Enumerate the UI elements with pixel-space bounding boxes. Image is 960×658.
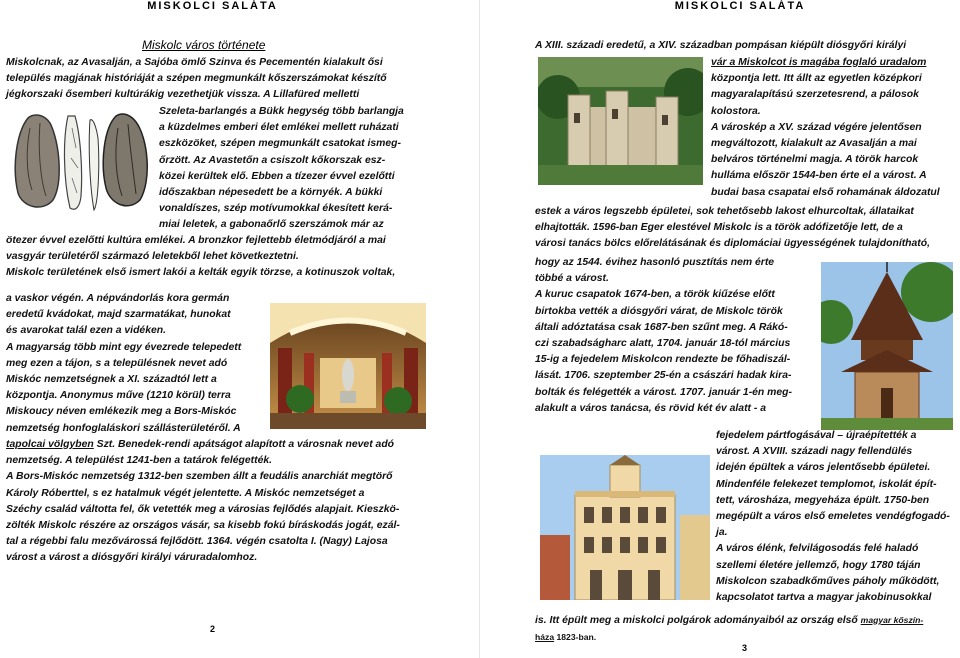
text-line: Miskolcnak, az Avasalján, a Sajóba ömlő Szinva és Pecementén kialakult ősi [6, 57, 383, 68]
text-line: A városkép a XV. század végére jelentősen [711, 121, 922, 133]
text-line: a vaskor végén. A népvándorlás kora germán [6, 293, 230, 304]
text-line: estek a város legszebb épületei, sok tehetősebb lakost elhurcoltak, állataikat [535, 206, 914, 217]
text-line: Miskóc nemzetségnek a XI. századtól lett a [6, 374, 217, 386]
wooden-belltower-image [821, 262, 953, 430]
barlang-paragraph [159, 104, 429, 234]
text-line: megváltozott, kialakult az Avasalján a mai [711, 138, 917, 150]
text-line: a küzdelmes emberi élet emlékei mellett ruházati [159, 122, 399, 134]
text-line: zölték Miskolc részére az országos vásár, sa kisebb fokú bíráskodás jogát, ezál- [6, 520, 400, 532]
text-line [6, 437, 431, 453]
page-number-right: 3 [742, 643, 748, 653]
text-line: várost a várost a diósgyőri királyi váruradalomhoz. [6, 552, 258, 564]
ottoman-paragraph [535, 204, 960, 253]
text-line: kolostora. [711, 105, 761, 117]
text-line: nemzetség honfoglaláskori szállásterületéről. A [6, 422, 241, 434]
text-line: többé a várost. [535, 273, 609, 285]
text-line [535, 629, 960, 645]
theatre-link[interactable]: magyar kőszín- [860, 615, 924, 625]
kuruc-paragraph [535, 255, 817, 417]
text-span: is. Itt épült meg a miskolci polgárok adományaiból az ország első [535, 615, 858, 626]
text-line: A város élénk, felvilágosodás felé haladó [716, 543, 919, 555]
intro-paragraph [6, 55, 426, 104]
text-line: ötezer évvel ezelőtti kultúra emlékei. A bronzkor fejlettebb életmódjáról a mai [6, 235, 386, 246]
text-line: tett, városháza, megyeháza épült. 1750-ben [716, 494, 930, 506]
text-line: Mindenféle felekezet templomot, iskolát épít- [716, 478, 937, 490]
text-line [711, 55, 941, 71]
text-line: czi szabadságharc alatt, 1704. január 18-tól március [535, 338, 791, 350]
text-line: A Bors-Miskóc nemzetség 1312-ben szemben állt a feudális anarchiát megtörő [6, 471, 393, 483]
right-page [480, 0, 960, 658]
benedictine-paragraph [6, 437, 431, 567]
running-header: MISKOLCI SALÁTA [674, 0, 806, 12]
text-line: nemzetség. A települést 1241-ben a tatárok felégették. [6, 455, 273, 467]
text-line: közei kerültek elő. Ebben a tízezer évvel ezelőtti [159, 170, 395, 182]
text-line: idején épültek a város jelentősebb épületei. [716, 462, 931, 474]
text-line: Miskoucy néven emlékezik meg a Bors-Miskóc [6, 406, 237, 418]
text-line: hulláma először 1544-ben érte el a várost. A [711, 170, 927, 182]
text-line: Miskolc területének első ismert lakói a kelták egyik törzse, a kotinuszok voltak, [6, 267, 396, 279]
text-line: vonaldíszes, szép motívumokkal ékesített kerá- [159, 203, 393, 215]
text-line: Miskolcon szabadkőműves páholy működött, [716, 575, 940, 587]
text-line: hogy az 1544. évihez hasonló pusztítás nem érte [535, 257, 775, 268]
text-line: várost. A XVIII. századi nagy fellendülés [716, 446, 913, 458]
text-line: miai leletek, a gabonaőrlő szerszámok már az [159, 219, 384, 231]
theatre-paragraph [535, 612, 960, 645]
running-header: MISKOLCI SALÁTA [147, 0, 278, 12]
text-line: szellemi életére jellemző, hogy 1780 táján [716, 559, 921, 571]
page-number-left: 2 [210, 624, 216, 634]
text-line [535, 612, 960, 629]
text-line: 15-ig a fejedelem Miskolcon rendezte be főhadiszál- [535, 354, 791, 366]
text-line: A magyarság több mint egy évezrede telepedett [6, 341, 242, 353]
castle-paragraph [711, 55, 941, 201]
text-line: bolták és felégették a várost. 1707. január 1-én meg- [535, 386, 792, 398]
text-line: ja. [716, 527, 728, 539]
rebuilding-paragraph [716, 428, 960, 606]
museum-interior-image [270, 303, 426, 429]
text-line: központja. Anonymus műve (1210 körül) terra [6, 390, 231, 402]
text-line: elhajtották. 1596-ban Eger elestével Miskolc is a török adófizetője lett, de a [535, 222, 903, 234]
diosgyor-castle-link[interactable]: vár a Miskolcot is magába foglaló uradalom [711, 57, 927, 68]
text-line: eredetű kvádokat, majd szarmatákat, hunokat [6, 309, 231, 321]
text-line: A kuruc csapatok 1674-ben, a török kiűzése előtt [535, 289, 775, 301]
text-line: lását. 1706. szeptember 25-én a császári hadak kira- [535, 370, 792, 382]
text-line: jégkorszaki ősemberi kultúrákig vezethetjük vissza. A Lillafüred melletti [6, 89, 360, 101]
text-line: belváros történelmi magja. A török harcok [711, 154, 919, 166]
text-line: vasgyár területéről származó leletekből lehet következtetni. [6, 251, 299, 263]
text-line: megépült a város első emeletes vendégfogadó- [716, 511, 950, 523]
text-line: Károly Róberttel, s ez hatalmuk végét jelentette. A Miskóc nemzetséget a [6, 487, 365, 499]
diosgyor-castle-image [538, 57, 703, 185]
text-line: alakult a város tanácsa, és rövid két év alatt - a [535, 402, 767, 414]
bronze-age-paragraph [6, 233, 431, 282]
text-line: Szeleta-barlangés a Bükk hegység több barlangja [159, 106, 404, 117]
article-title: Miskolc város története [142, 38, 266, 52]
migration-paragraph [6, 291, 264, 437]
stone-tools-image [8, 108, 156, 218]
text-line: időszakban népesedett be a környék. A bükki [159, 187, 383, 199]
text-line: birtokba vették a diósgyőri várat, de Miskolc török [535, 305, 783, 317]
text-line: település magjának históriáját a szépen megmunkált kőszerszámokat készítő [6, 73, 387, 85]
text-line: őrzött. Az Avastetőn a csiszolt kőkorszak esz- [159, 154, 386, 166]
text-line: tal a régebbi falu mezővárossá fejlődött. 1364. végén csatolta I. (Nagy) Lajosa [6, 536, 388, 548]
text-line: Széchy család váltotta fel, ők vetették meg a városias fejlődés alapjait. Kieszkö- [6, 503, 400, 515]
text-line: és avarokat talál ezen a vidéken. [6, 325, 166, 337]
text-line: kapcsolatot tartva a magyar jakobinusokkal [716, 592, 932, 604]
theatre-link-continued[interactable]: háza [535, 632, 555, 643]
text-line: budai basa csapatai első rohamának áldozatul [711, 186, 940, 198]
text-span: Szt. Benedek-rendi apátságot alapított a városnak nevet adó [96, 439, 395, 450]
text-line: meg ezen a tájon, s a településnek nevet adó [6, 357, 228, 369]
text-line: eszközöket, szépen megmunkált csatokat ismeg- [159, 138, 401, 150]
text-line: városi tanács bölcs előrelátásának és diplomáciai ügyességének tulajdonítható, [535, 238, 930, 250]
text-line: központja lett. Itt állt az egyetlen középkori [711, 73, 922, 85]
national-theatre-image [540, 455, 710, 600]
text-span: 1823-ban. [556, 632, 597, 643]
text-line: általi adóztatása csak 1687-ben szűnt meg. A Rákó- [535, 321, 788, 333]
text-line: magyaralapítású szerzetesrend, a pálosok [711, 89, 919, 101]
text-line: fejedelem pártfogásával – újraépítették a [716, 430, 917, 441]
tapolca-link[interactable]: tapolcai völgyben [6, 439, 94, 450]
castle-intro-line: A XIII. századi eredetű, a XIV. században pompásan kiépült diósgyőri királyi [535, 40, 907, 51]
